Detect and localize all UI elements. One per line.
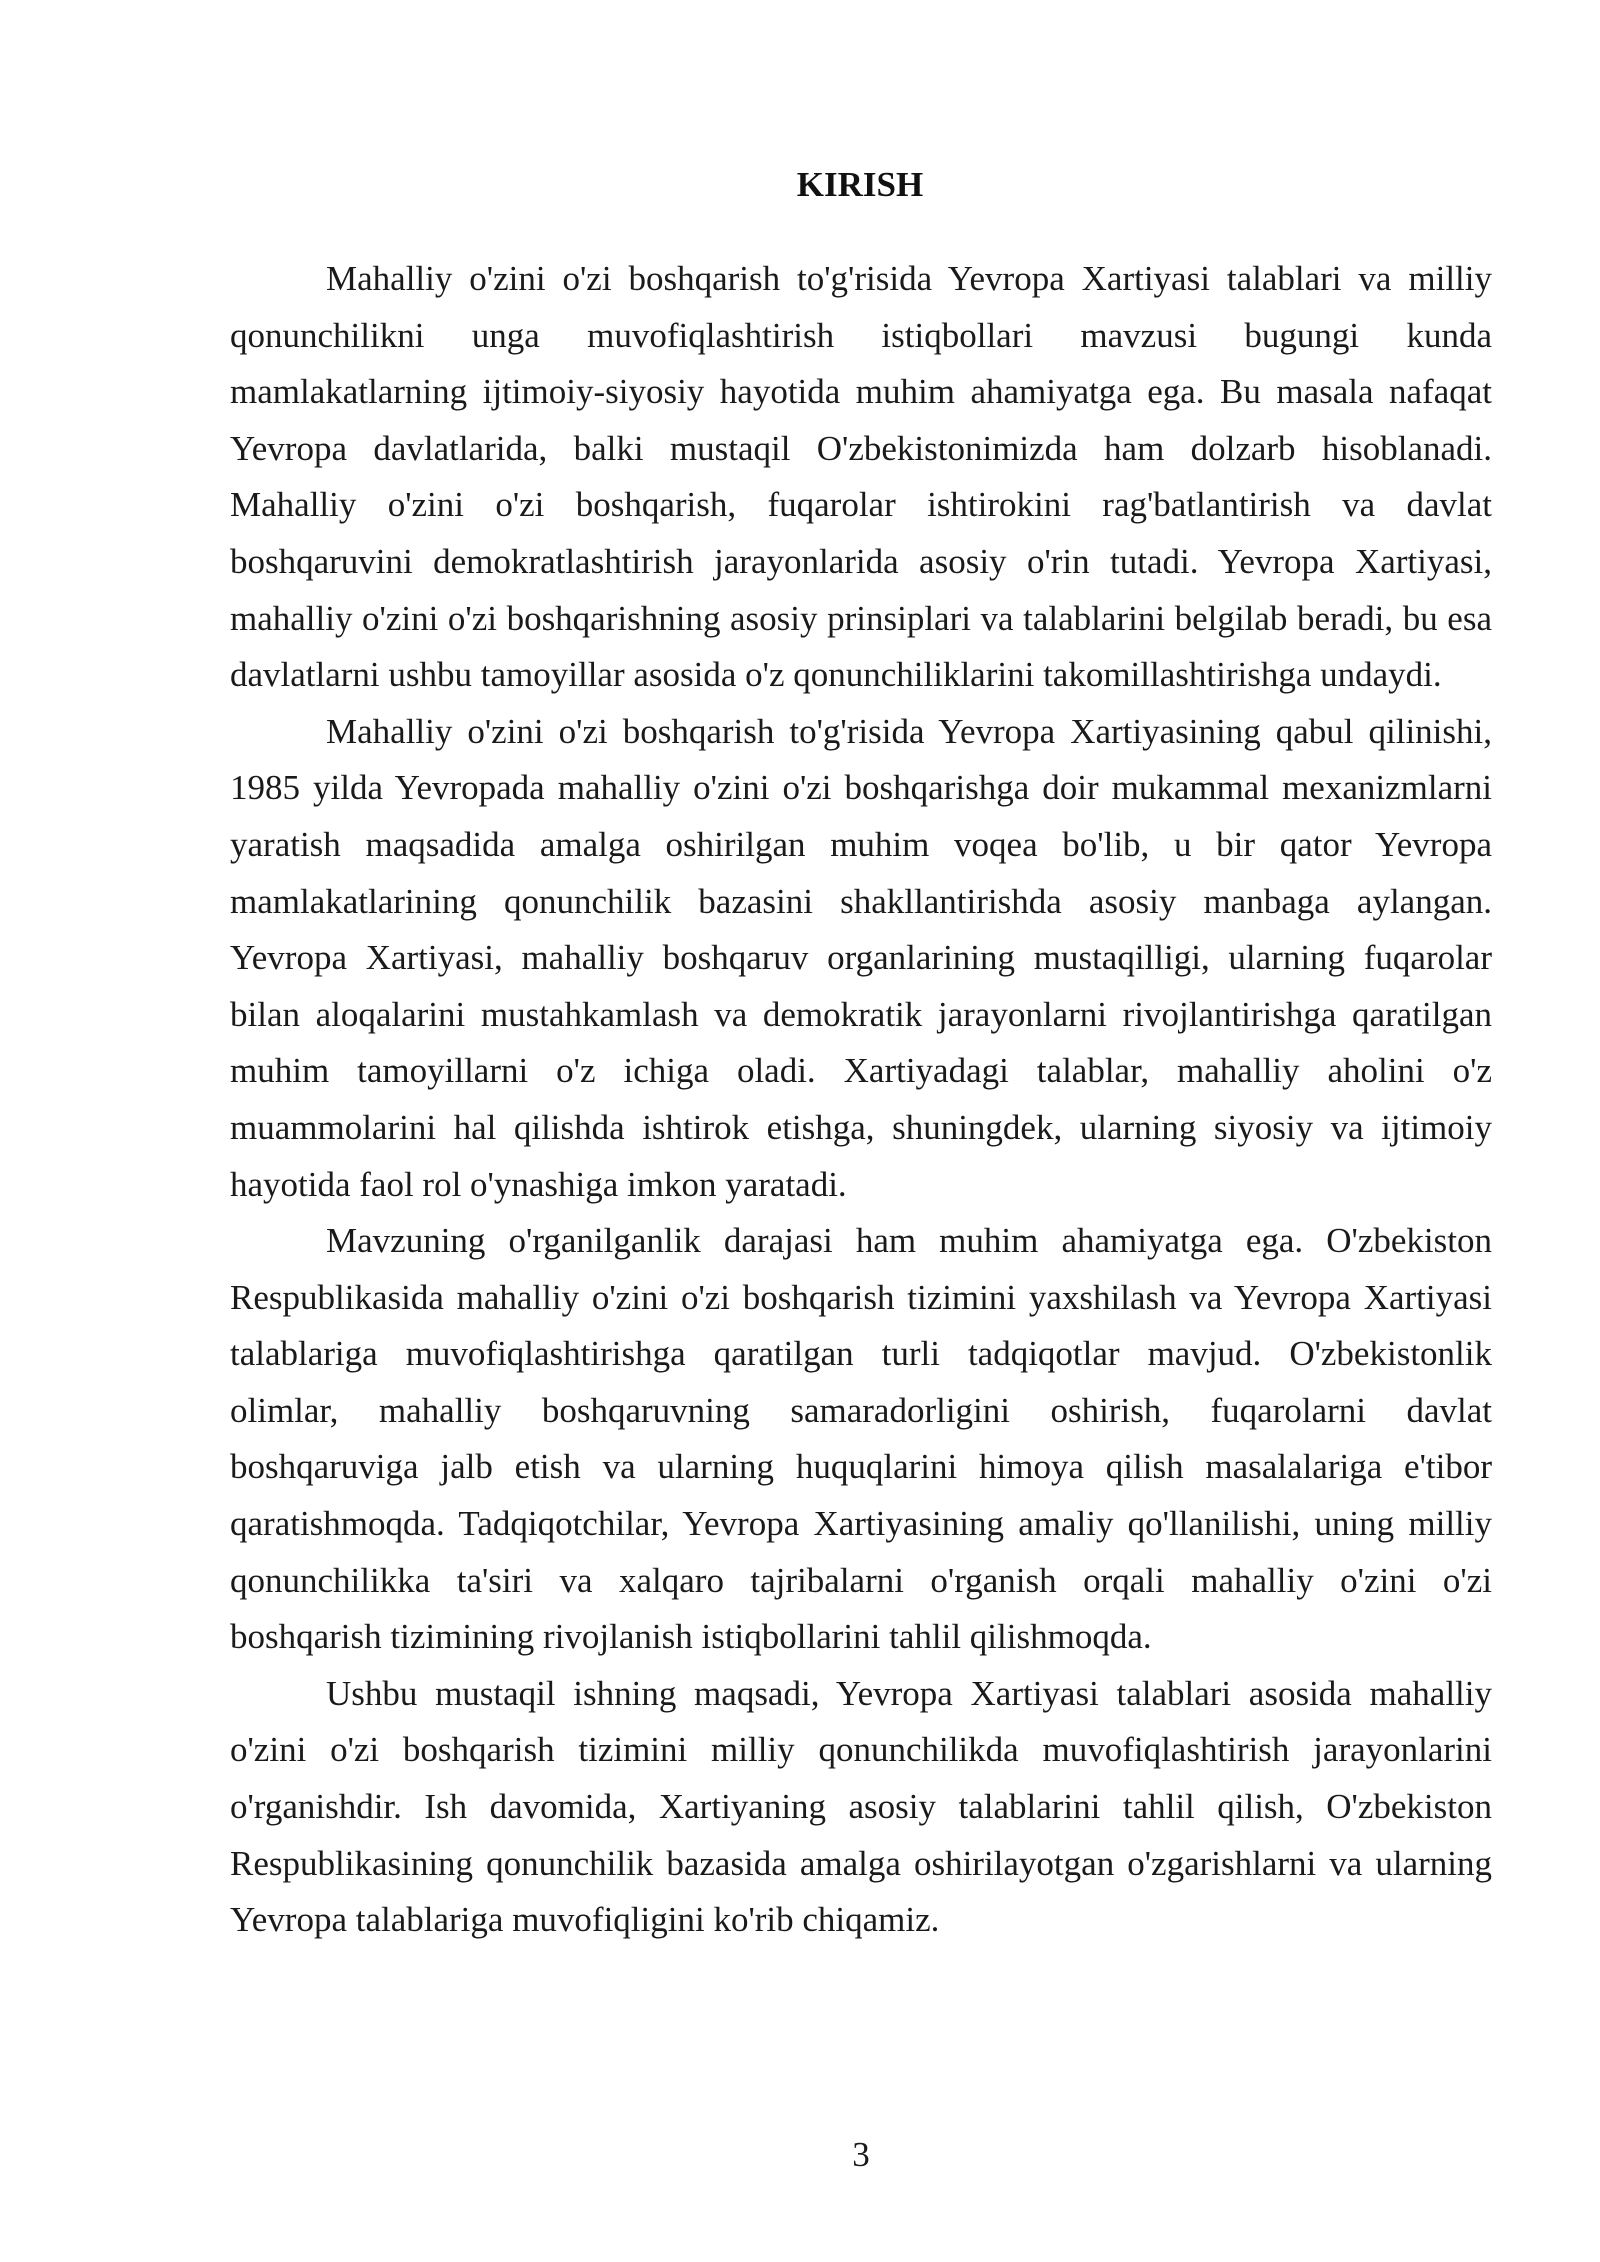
- paragraph-4: Ushbu mustaqil ishning maqsadi, Yevropa Xartiyasi talablari asosida mahalliy o'zini o'zi boshqarish tizimini milliy qonunchilikda muvofiqlashtirish jarayonlarini o'rganishdir. Ish davomida, Xartiyaning asosiy talablarini tahlil qilish, O'zbekiston Respublikasining qonunchilik bazasida amalga oshirilayotgan o'zgarishlarni va ularning Yevropa talablariga muvofiqligini ko'rib chiqamiz.: [230, 1673, 1492, 1940]
- paragraph-1: Mahalliy o'zini o'zi boshqarish to'g'risida Yevropa Xartiyasi talablari va milliy qonunchilikni unga muvofiqlashtirish istiqbollari mavzusi bugungi kunda mamlakatlarning ijtimoiy-siyosiy hayotida muhim ahamiyatga ega. Bu masala nafaqat Yevropa davlatlarida, balki mustaqil O'zbekistonimizda ham dolzarb hisoblanadi. Mahalliy o'zini o'zi boshqarish, fuqarolar ishtirokini rag'batlantirish va davlat boshqaruvini demokratlashtirish jarayonlarida asosiy o'rin tutadi. Yevropa Xartiyasi, mahalliy o'zini o'zi boshqarishning asosiy prinsiplari va talablarini belgilab beradi, bu esa davlatlarni ushbu tamoyillar asosida o'z qonunchiliklarini takomillashtirishga undaydi.: [230, 259, 1492, 695]
- page-title: KIRISH: [796, 165, 924, 204]
- heading-container: [230, 164, 1490, 206]
- paragraph-3: Mavzuning o'rganilganlik darajasi ham muhim ahamiyatga ega. O'zbekiston Respublikasida mahalliy o'zini o'zi boshqarish tizimini yaxshilash va Yevropa Xartiyasi talablariga muvofiqlashtirishga qaratilgan turli tadqiqotlar mavjud. O'zbekistonlik olimlar, mahalliy boshqaruvning samaradorligini oshirish, fuqarolarni davlat boshqaruviga jalb etish va ularning huquqlarini himoya qilish masalalariga e'tibor qaratishmoqda. Tadqiqotchilar, Yevropa Xartiyasining amaliy qo'llanilishi, uning milliy qonunchilikka ta'siri va xalqaro tajribalarni o'rganish orqali mahalliy o'zini o'zi boshqarish tizimining rivojlanish istiqbollarini tahlil qilishmoqda.: [230, 1221, 1492, 1657]
- page-number: 3: [852, 2135, 870, 2174]
- paragraph-2: Mahalliy o'zini o'zi boshqarish to'g'risida Yevropa Xartiyasining qabul qilinishi, 1985 yilda Yevropada mahalliy o'zini o'zi boshqarishga doir mukammal mexanizmlarni yaratish maqsadida amalga oshirilgan muhim voqea bo'lib, u bir qator Yevropa mamlakatlarining qonunchilik bazasini shakllantirishda asosiy manbaga aylangan. Yevropa Xartiyasi, mahalliy boshqaruv organlarining mustaqilligi, ularning fuqarolar bilan aloqalarini mustahkamlash va demokratik jarayonlarni rivojlantirishga qaratilgan muhim tamoyillarni o'z ichiga oladi. Xartiyadagi talablar, mahalliy aholini o'z muammolarini hal qilishda ishtirok etishga, shuningdek, ularning siyosiy va ijtimoiy hayotida faol rol o'ynashiga imkon yaratadi.: [230, 711, 1492, 1204]
- body-text: [230, 251, 1492, 1949]
